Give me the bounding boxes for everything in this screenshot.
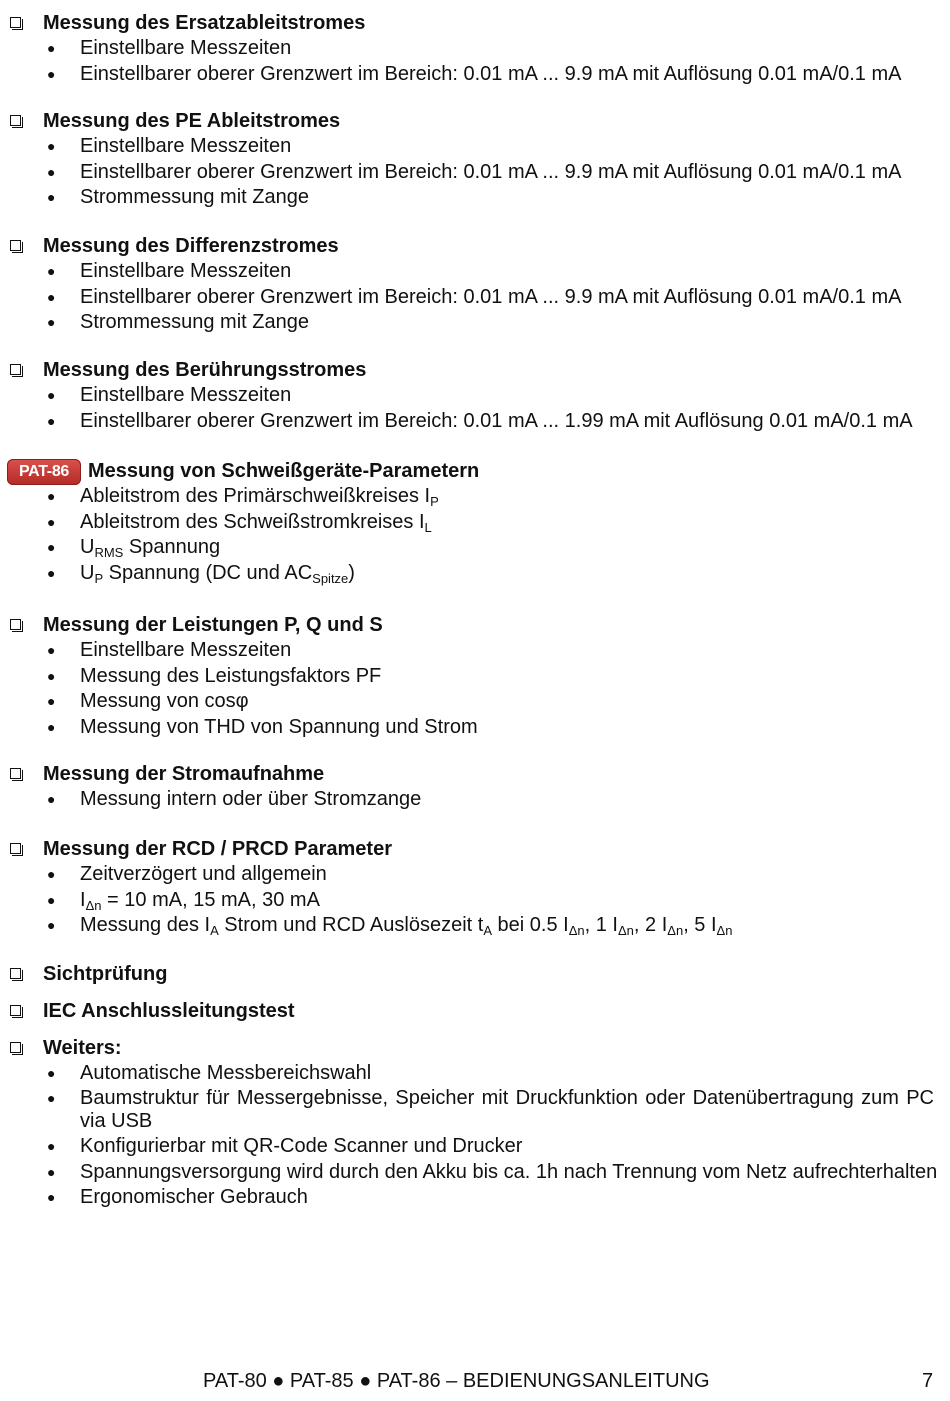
page-number: 7	[922, 1370, 934, 1392]
list-item-text: Messung von THD von Spannung und Strom	[80, 715, 478, 738]
bullet-icon: ●	[47, 891, 56, 908]
list-item	[8, 787, 938, 813]
text-run: )	[348, 561, 355, 584]
text-run: U	[80, 536, 95, 558]
list-item-text: Einstellbarer oberer Grenzwert im Bereich: 0.01 mA ... 1.99 mA mit Auflösung 0.01 mA/0.1 mA	[80, 409, 913, 432]
list-item	[8, 1061, 938, 1087]
subscript: P	[430, 494, 439, 509]
text-run: Ableitstrom des Schweißstromkreises I	[80, 510, 425, 533]
text-run: Zeitverzögert und allgemein	[80, 863, 327, 885]
list-item-text: Strommessung mit Zange	[80, 186, 309, 208]
bullet-icon: ●	[47, 412, 56, 429]
section-title: Messung der Leistungen P, Q und S	[43, 614, 383, 636]
list-item-text: Einstellbarer oberer Grenzwert im Bereich: 0.01 mA ... 9.9 mA mit Auflösung 0.01 mA/0.1 mA	[80, 285, 902, 308]
bullet-icon: ●	[47, 65, 56, 82]
list-item	[8, 689, 938, 715]
checkbox-bullet-icon	[10, 115, 21, 126]
subscript: RMS	[94, 545, 124, 560]
text-run: Messung des I	[80, 914, 211, 936]
section-2	[8, 108, 938, 211]
list-item	[8, 664, 938, 690]
page-footer	[0, 1370, 950, 1394]
bullet-icon: ●	[47, 138, 56, 154]
list-item	[8, 134, 938, 160]
list-item-text	[80, 888, 934, 914]
bullet-icon: ●	[47, 866, 56, 882]
bullet-icon: ●	[47, 488, 56, 504]
bullet-icon: ●	[47, 693, 56, 709]
subscript: Δn	[568, 923, 585, 938]
bullet-icon: ●	[47, 163, 56, 180]
bullet-icon: ●	[47, 387, 56, 403]
section-heading	[8, 961, 938, 987]
bullet-icon: ●	[47, 539, 56, 555]
subscript: Δn	[667, 923, 684, 938]
subscript: Δn	[716, 923, 733, 938]
subscript: A	[483, 923, 492, 938]
section-title: Messung des Berührungsstromes	[43, 359, 367, 381]
section-1	[8, 10, 938, 87]
list-item	[8, 383, 938, 409]
list-item-text: Automatische Messbereichswahl	[80, 1062, 372, 1084]
section-heading	[8, 108, 938, 134]
subscript: A	[210, 923, 219, 938]
bullet-icon: ●	[47, 667, 56, 684]
checkbox-bullet-icon	[10, 768, 21, 779]
list-item-text: Messung intern oder über Stromzange	[80, 788, 422, 810]
list-item-text: Konfigurierbar mit QR-Code Scanner und Drucker	[80, 1135, 523, 1157]
section-6	[8, 612, 938, 740]
subscript: P	[94, 570, 104, 586]
checkbox-bullet-icon	[10, 968, 21, 979]
bullet-icon: ●	[47, 564, 56, 581]
bullet-icon: ●	[47, 718, 56, 735]
checkbox-bullet-icon	[10, 1005, 21, 1016]
list-item-text: Spannungsversorgung wird durch den Akku bis ca. 1h nach Trennung vom Netz aufrechterhalten	[80, 1160, 938, 1183]
bullet-icon: ●	[47, 314, 56, 330]
section-title: Weiters:	[43, 1037, 122, 1059]
section-heading	[8, 998, 938, 1024]
list-item-text: Einstellbare Messzeiten	[80, 639, 292, 661]
list-item	[8, 310, 938, 336]
section-title: Messung des Ersatzableitstromes	[43, 12, 366, 34]
section-title: Messung der Stromaufnahme	[43, 763, 325, 785]
text-run: = 10 mA, 15 mA, 30 mA	[101, 888, 320, 911]
list-item-text: Einstellbare Messzeiten	[80, 260, 292, 282]
text-run: I	[80, 888, 86, 911]
list-item	[8, 638, 938, 664]
list-item	[8, 888, 938, 914]
bullet-icon: ●	[47, 1163, 56, 1180]
list-item	[8, 1160, 938, 1186]
text-run: U	[80, 561, 95, 584]
section-heading	[8, 233, 938, 259]
section-11	[8, 1035, 938, 1211]
text-run: , 1 I	[584, 914, 618, 936]
list-item-text	[80, 535, 934, 561]
list-item	[8, 1185, 938, 1211]
text-run: , 5 I	[683, 914, 717, 936]
text-run: Ableitstrom des Primärschweißkreises I	[80, 485, 431, 507]
subscript: Δn	[617, 923, 634, 938]
bullet-icon: ●	[47, 288, 56, 305]
text-run: , 2 I	[633, 914, 668, 936]
text-run: Strom und RCD Auslösezeit t	[218, 914, 484, 936]
list-item	[8, 62, 938, 88]
section-3	[8, 233, 938, 336]
section-9	[8, 961, 938, 987]
text-run: bei 0.5 I	[491, 914, 569, 936]
list-item-text: Einstellbare Messzeiten	[80, 384, 292, 406]
list-item-text: Messung von cosφ	[80, 690, 249, 712]
list-item	[8, 510, 938, 536]
checkbox-bullet-icon	[10, 364, 21, 375]
bullet-icon: ●	[47, 1138, 56, 1154]
list-item-text: Einstellbare Messzeiten	[80, 37, 292, 59]
section-5	[8, 458, 938, 586]
list-item	[8, 285, 938, 311]
list-item-text: Einstellbare Messzeiten	[80, 135, 292, 157]
section-title: IEC Anschlussleitungstest	[43, 1000, 295, 1022]
section-heading	[8, 458, 938, 484]
text-run: Spannung (DC und AC	[103, 561, 313, 584]
section-heading	[8, 357, 938, 383]
list-item-text	[80, 913, 934, 939]
bullet-icon: ●	[47, 1189, 56, 1205]
section-heading	[8, 10, 938, 36]
list-item-text: Einstellbarer oberer Grenzwert im Bereich: 0.01 mA ... 9.9 mA mit Auflösung 0.01 mA/0.1 mA	[80, 62, 902, 85]
section-8	[8, 836, 938, 939]
subscript: Spitze	[312, 570, 349, 586]
list-item	[8, 913, 938, 939]
bullet-icon: ●	[47, 40, 56, 56]
bullet-icon: ●	[47, 791, 56, 807]
section-heading	[8, 1035, 938, 1061]
list-item-text	[80, 862, 934, 888]
checkbox-bullet-icon	[10, 240, 21, 251]
section-title: Messung von Schweißgeräte-Parametern	[88, 460, 480, 482]
checkbox-bullet-icon	[10, 17, 21, 28]
list-item-text: Ergonomischer Gebrauch	[80, 1186, 308, 1208]
list-item-text: Strommessung mit Zange	[80, 311, 309, 333]
section-title: Messung des Differenzstromes	[43, 235, 339, 257]
list-item	[8, 36, 938, 62]
list-item	[8, 185, 938, 211]
list-item	[8, 484, 938, 510]
bullet-icon: ●	[47, 1089, 56, 1106]
section-title: Messung der RCD / PRCD Parameter	[43, 838, 392, 860]
list-item-text	[80, 510, 934, 536]
section-heading	[8, 612, 938, 638]
subscript: L	[424, 519, 432, 535]
list-item-text: Messung des Leistungsfaktors PF	[80, 664, 382, 687]
text-run: Spannung	[123, 536, 221, 558]
list-item	[8, 1134, 938, 1160]
list-item	[8, 259, 938, 285]
checkbox-bullet-icon	[10, 619, 21, 630]
section-7	[8, 761, 938, 813]
bullet-icon: ●	[47, 513, 56, 530]
section-4	[8, 357, 938, 434]
footer-title: PAT-80 ● PAT-85 ● PAT-86 – BEDIENUNGSANLEITUNG	[203, 1370, 710, 1392]
section-10	[8, 998, 938, 1024]
list-item-text: Baumstruktur für Messergebnisse, Speicher mit Druckfunktion oder Datenübertragung zum PC via USB	[80, 1086, 934, 1132]
list-item-text	[80, 484, 934, 510]
list-item-text	[80, 561, 934, 587]
list-item	[8, 535, 938, 561]
list-item	[8, 160, 938, 186]
list-item	[8, 561, 938, 587]
bullet-icon: ●	[47, 1065, 56, 1081]
list-item	[8, 409, 938, 435]
model-badge: PAT-86	[7, 459, 81, 485]
bullet-icon: ●	[47, 189, 56, 205]
bullet-icon: ●	[47, 917, 56, 933]
bullet-icon: ●	[47, 263, 56, 279]
checkbox-bullet-icon	[10, 843, 21, 854]
list-item	[8, 715, 938, 741]
section-heading	[8, 836, 938, 862]
list-item	[8, 1087, 938, 1135]
subscript: Δn	[85, 897, 102, 913]
section-title: Sichtprüfung	[43, 963, 168, 985]
list-item	[8, 862, 938, 888]
bullet-icon: ●	[47, 642, 56, 658]
checkbox-bullet-icon	[10, 1042, 21, 1053]
list-item-text: Einstellbarer oberer Grenzwert im Bereich: 0.01 mA ... 9.9 mA mit Auflösung 0.01 mA/0.1 mA	[80, 160, 902, 183]
section-heading	[8, 761, 938, 787]
section-title: Messung des PE Ableitstromes	[43, 110, 341, 132]
